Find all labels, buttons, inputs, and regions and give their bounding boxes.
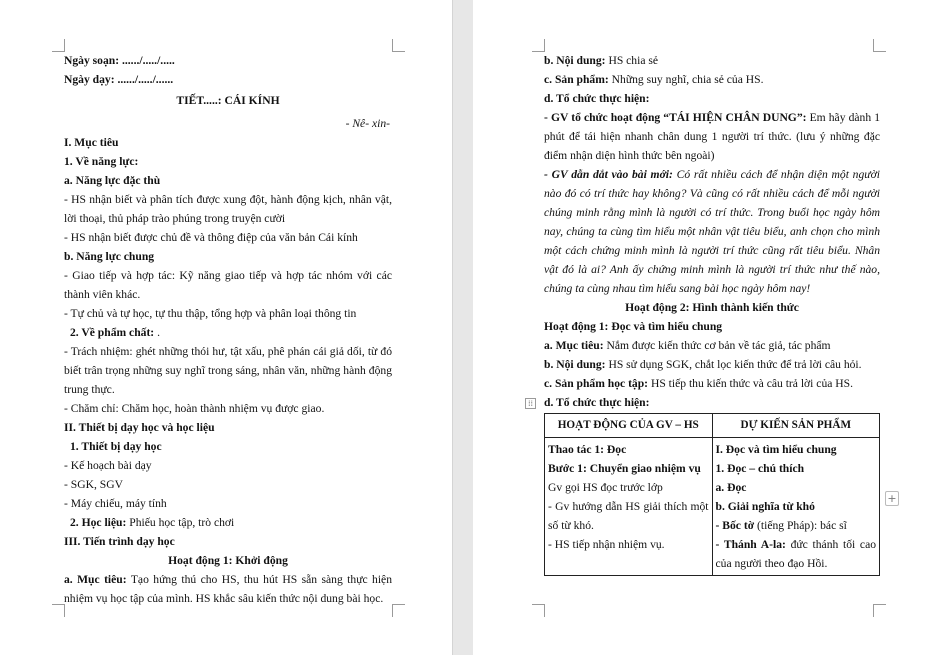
label: - Bốc tờ	[715, 519, 755, 532]
lesson-title: TIẾT.....: CÁI KÍNH	[176, 94, 280, 107]
text: (tiếng Pháp): bác sĩ	[754, 519, 847, 532]
cell-line: a. Đọc	[715, 481, 747, 494]
cell-line: Gv gọi HS đọc trước lớp	[548, 481, 663, 494]
label: c. Sản phẩm học tập:	[544, 377, 649, 390]
list-item: - Máy chiếu, máy tính	[64, 497, 167, 510]
text: Em hãy dành 1 phút để tái hiện nhanh chân dung 1 người trí thức. (lưu ý những đặc điểm nhận diện hình thức bên ngoài)	[544, 111, 880, 162]
paragraph	[544, 70, 880, 89]
paragraph	[544, 374, 880, 393]
table-move-handle-icon[interactable]: ⁞⁞	[525, 398, 536, 409]
paragraph	[64, 570, 392, 608]
text: Phiếu học tập, trò chơi	[126, 516, 235, 529]
page-gap	[452, 0, 474, 655]
text: Tạo hứng thú cho HS, thu hút HS sẵn sàng thực hiện nhiệm vụ học tập của mình. HS khắc sâu kiến thức nội dung bài học.	[64, 573, 393, 605]
label: - GV dẫn dắt vào bài mới:	[544, 168, 673, 181]
text: HS sử dụng SGK, chắt lọc kiến thức để trả lời câu hỏi.	[605, 358, 862, 371]
cell-line: I. Đọc và tìm hiểu chung	[715, 443, 837, 456]
prep-date: Ngày soạn: ....../...../.....	[64, 54, 175, 67]
paragraph: - HS nhận biết và phân tích được xung đột, hành động kịch, nhân vật, lời thoại, thủ pháp trào phúng trong truyện cười	[64, 193, 392, 225]
cell-line: Bước 1: Chuyển giao nhiệm vụ	[548, 462, 701, 475]
activity-table[interactable]	[544, 413, 880, 576]
paragraph	[544, 51, 880, 70]
heading-qualities	[64, 323, 392, 342]
label: - Thánh A-la:	[715, 538, 786, 551]
text: HS tiếp thu kiến thức và câu trả lời của HS.	[648, 377, 853, 390]
cell-line: - Gv hướng dẫn HS giải thích một số từ khó.	[548, 500, 709, 532]
paragraph	[544, 165, 880, 298]
text: Những suy nghĩ, chia sẻ của HS.	[608, 73, 764, 86]
heading-teaching-equipment: 1. Thiết bị dạy học	[70, 440, 162, 453]
heading-specific-competence: a. Năng lực đặc thù	[64, 174, 161, 187]
paragraph: - Chăm chỉ: Chăm học, hoàn thành nhiệm vụ được giao.	[64, 402, 325, 415]
paragraph	[544, 336, 880, 355]
margin-mark-bottom-left	[532, 604, 545, 617]
label: a. Mục tiêu:	[544, 339, 604, 352]
right-page-content[interactable]	[544, 51, 880, 576]
label: 2. Về phẩm chất:	[70, 326, 155, 339]
label: 2. Học liệu:	[70, 516, 127, 529]
text: Có rất nhiều cách để nhận diện một người nào đó có trí thức hay không? Và cũng có rất nhiều cách để mỗi người chúng minh rằng mình là người có trí thức. Trong buổi học ngày hôm nay, chúng ta cùng tìm hiểu một nhân vật tiêu biểu, anh chọn cho mình một cách chứng minh mình là người trí thức cũng rất tiêu biểu. Nhân vật đó là ai? Anh ấy chứng minh mình là người trí thức như thế nào, chúng ta cùng nhau tìm hiểu sang bài học ngày hôm nay!	[544, 168, 880, 295]
label: - GV tổ chức hoạt động “TÁI HIỆN CHÂN DUNG”:	[544, 111, 807, 124]
cell-line: 1. Đọc – chú thích	[715, 462, 805, 475]
paragraph: - Giao tiếp và hợp tác: Kỹ năng giao tiếp và hợp tác nhóm với các thành viên khác.	[64, 269, 392, 301]
add-column-icon[interactable]: +	[885, 491, 899, 506]
heading-read-explore: Hoạt động 1: Đọc và tìm hiểu chung	[544, 320, 723, 333]
paragraph	[544, 108, 880, 165]
paragraph: - Trách nhiệm: ghét những thói hư, tật xấu, phê phán cái giả dối, từ đó biết trân trọng những suy nghĩ trong sáng, nhân văn, những hành động trung thực.	[64, 345, 392, 396]
heading-objectives: I. Mục tiêu	[64, 136, 119, 149]
text: Nắm được kiến thức cơ bản về tác giả, tác phẩm	[603, 339, 831, 352]
cell-line	[716, 516, 877, 535]
heading-organize-2: d. Tổ chức thực hiện:	[544, 396, 650, 409]
heading-organize: d. Tổ chức thực hiện:	[544, 92, 650, 105]
cell-line: b. Giải nghĩa từ khó	[715, 500, 815, 513]
margin-mark-top-right	[392, 39, 405, 52]
text: HS chia sẻ	[605, 54, 659, 67]
author-line: - Nê- xin-	[345, 117, 390, 130]
heading-general-competence: b. Năng lực chung	[64, 250, 155, 263]
label: b. Nội dung:	[544, 54, 606, 67]
heading-competence: 1. Về năng lực:	[64, 155, 139, 168]
paragraph	[544, 355, 880, 374]
heading-process: III. Tiến trình dạy học	[64, 535, 175, 548]
heading-materials	[64, 513, 392, 532]
list-item: - Kế hoạch bài dạy	[64, 459, 152, 472]
document-page-right	[473, 0, 942, 655]
text: .	[154, 326, 160, 339]
list-item: - SGK, SGV	[64, 478, 123, 491]
label: b. Nội dung:	[544, 358, 606, 371]
heading-activity-2: Hoạt động 2: Hình thành kiến thức	[625, 301, 799, 314]
label: a. Mục tiêu:	[64, 573, 127, 586]
table-cell-products[interactable]	[712, 438, 880, 576]
label: c. Sản phẩm:	[544, 73, 609, 86]
cell-line	[716, 535, 877, 573]
table-row	[545, 438, 880, 576]
table-cell-activities[interactable]	[545, 438, 713, 576]
paragraph: - HS nhận biết được chủ đề và thông điệp của văn bản Cái kính	[64, 231, 358, 244]
margin-mark-bottom-right	[392, 604, 405, 617]
table-header-row	[545, 414, 880, 438]
margin-mark-bottom-right	[873, 604, 886, 617]
cell-line: Thao tác 1: Đọc	[548, 443, 627, 456]
heading-activity-1: Hoạt động 1: Khởi động	[168, 554, 288, 567]
text: đức thánh tối cao của người theo đạo Hồi.	[715, 538, 877, 570]
document-page-left	[0, 0, 452, 655]
paragraph: - Tự chủ và tự học, tự thu thập, tổng hợp và phân loại thông tin	[64, 307, 357, 320]
cell-line: - HS tiếp nhận nhiệm vụ.	[548, 538, 665, 551]
teach-date: Ngày dạy: ....../...../......	[64, 73, 174, 86]
heading-equipment: II. Thiết bị dạy học và học liệu	[64, 421, 215, 434]
table-header-cell[interactable]: HOẠT ĐỘNG CỦA GV – HS	[545, 414, 713, 438]
table-header-cell[interactable]: DỰ KIẾN SẢN PHẨM	[712, 414, 880, 438]
left-page-content[interactable]	[64, 51, 392, 608]
